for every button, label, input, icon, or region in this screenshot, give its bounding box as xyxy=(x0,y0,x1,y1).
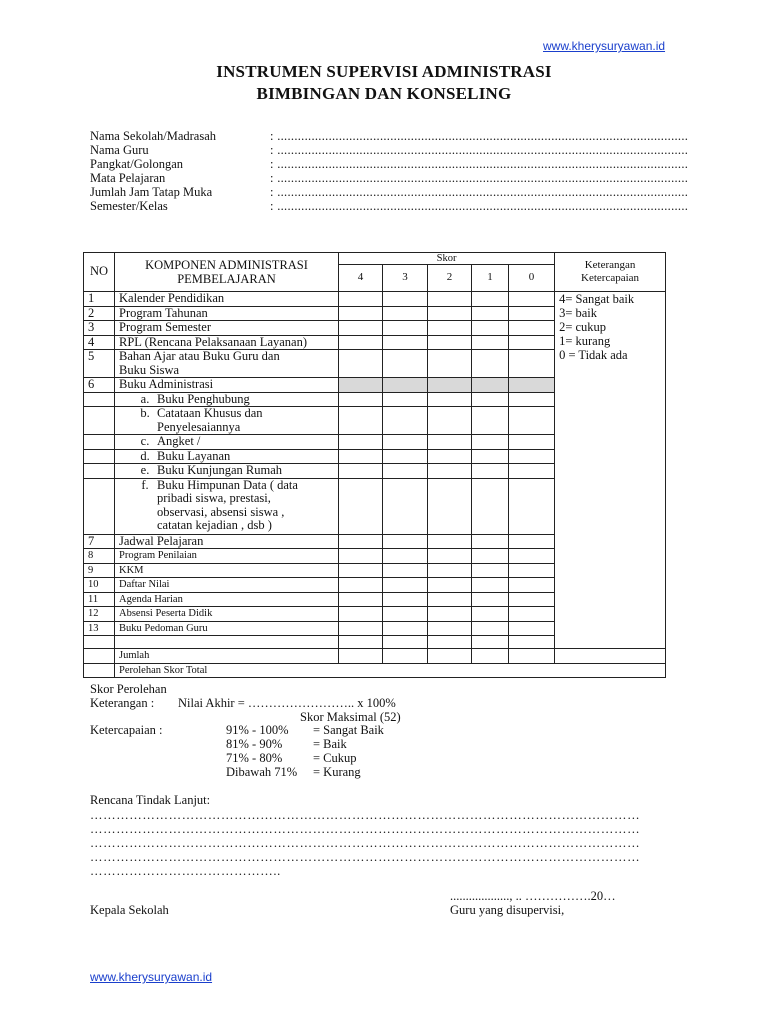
score-col-4: 4 xyxy=(339,265,383,292)
score-cell-shaded xyxy=(509,378,555,393)
score-cell[interactable] xyxy=(383,407,428,435)
row-number xyxy=(84,636,115,649)
score-cell[interactable] xyxy=(339,478,383,534)
score-cell[interactable] xyxy=(339,435,383,450)
row-component: Buku Administrasi xyxy=(115,378,339,393)
row-number xyxy=(84,392,115,407)
row-number: 6 xyxy=(84,378,115,393)
score-cell[interactable] xyxy=(428,578,472,593)
table-row-jumlah xyxy=(84,649,666,664)
legend-item: 1= kurang xyxy=(559,334,611,348)
score-cell[interactable] xyxy=(472,621,509,636)
header-keterangan-line1: Keterangan xyxy=(584,259,636,271)
field-jumlah-jam xyxy=(90,185,690,199)
kepala-sekolah-label: Kepala Sekolah xyxy=(90,903,169,917)
row-number: 12 xyxy=(84,607,115,622)
score-cell[interactable] xyxy=(339,578,383,593)
date-line: ..................., .. …………….20… xyxy=(450,889,616,903)
score-cell[interactable] xyxy=(383,592,428,607)
row-number: 7 xyxy=(84,534,115,549)
score-cell[interactable] xyxy=(472,292,509,307)
range-result: = Cukup xyxy=(313,751,357,765)
score-cell[interactable] xyxy=(339,292,383,307)
score-cell[interactable] xyxy=(472,636,509,649)
score-cell[interactable] xyxy=(509,292,555,307)
rtl-line[interactable]: ……………………………………………………………………………………………………………… xyxy=(90,850,641,864)
row-component xyxy=(115,350,339,378)
page-title-line-1: INSTRUMEN SUPERVISI ADMINISTRASI xyxy=(216,62,552,81)
field-pangkat xyxy=(90,157,690,171)
field-value: : ........................................................................................................................ xyxy=(270,129,689,143)
score-cell[interactable] xyxy=(428,636,472,649)
row-number: 5 xyxy=(84,350,115,378)
score-cell[interactable] xyxy=(509,335,555,350)
sub-letter: d. xyxy=(140,448,150,463)
score-cell[interactable] xyxy=(428,607,472,622)
score-cell[interactable] xyxy=(428,335,472,350)
row-component xyxy=(115,636,339,649)
rtl-line[interactable]: ……………………………………………………………………………………………………………… xyxy=(90,808,641,822)
table-row xyxy=(84,292,666,307)
supervision-table xyxy=(83,252,666,678)
score-cell[interactable] xyxy=(509,306,555,321)
sub-text: Buku Penghubung xyxy=(157,391,250,406)
score-cell[interactable] xyxy=(383,636,428,649)
score-cell[interactable] xyxy=(509,534,555,549)
score-cell[interactable] xyxy=(428,464,472,479)
range-result: = Baik xyxy=(313,737,347,751)
score-cell[interactable] xyxy=(339,636,383,649)
row-component: KKM xyxy=(115,563,339,578)
sub-text: Buku Himpunan Data ( data xyxy=(157,477,298,492)
row-component: Buku Pedoman Guru xyxy=(115,621,339,636)
score-cell[interactable] xyxy=(472,335,509,350)
score-cell[interactable] xyxy=(509,649,555,664)
score-cell[interactable] xyxy=(428,592,472,607)
header-keterangan xyxy=(555,253,666,292)
row-number: 2 xyxy=(84,306,115,321)
score-col-0: 0 xyxy=(509,265,555,292)
score-cell[interactable] xyxy=(472,478,509,534)
field-value: : ........................................................................................................................ xyxy=(270,157,689,171)
score-cell[interactable] xyxy=(428,621,472,636)
score-cell[interactable] xyxy=(383,449,428,464)
score-cell[interactable] xyxy=(383,464,428,479)
jumlah-label: Jumlah xyxy=(115,649,339,664)
row-number: 1 xyxy=(84,292,115,307)
header-skor: Skor xyxy=(339,253,555,265)
skor-perolehan-label: Skor Perolehan xyxy=(90,682,167,696)
row-component xyxy=(115,449,339,464)
field-label: Nama Sekolah/Madrasah xyxy=(90,129,217,143)
row-component-line: Bahan Ajar atau Buku Guru dan xyxy=(119,349,280,363)
score-cell[interactable] xyxy=(339,563,383,578)
score-cell[interactable] xyxy=(383,335,428,350)
score-cell[interactable] xyxy=(472,435,509,450)
legend-item: 0 = Tidak ada xyxy=(559,348,628,362)
score-cell[interactable] xyxy=(509,392,555,407)
header-component xyxy=(115,253,339,292)
score-cell[interactable] xyxy=(339,407,383,435)
score-cell[interactable] xyxy=(383,306,428,321)
range-value: Dibawah 71% xyxy=(226,765,298,779)
score-cell[interactable] xyxy=(509,578,555,593)
sub-letter: e. xyxy=(140,463,150,477)
rtl-line[interactable]: ……………………………………………………………………………………………………………… xyxy=(90,822,641,836)
score-cell[interactable] xyxy=(383,549,428,564)
skor-maksimal: Skor Maksimal (52) xyxy=(300,710,401,724)
score-cell[interactable] xyxy=(509,449,555,464)
header-component-line1: KOMPONEN ADMINISTRASI xyxy=(145,258,308,272)
sub-letter: f. xyxy=(141,477,149,492)
score-cell[interactable] xyxy=(509,636,555,649)
row-number: 10 xyxy=(84,578,115,593)
score-cell[interactable] xyxy=(383,321,428,336)
range-result: = Sangat Baik xyxy=(313,723,384,737)
row-component xyxy=(115,478,339,534)
field-label: Nama Guru xyxy=(90,143,149,157)
sub-text: Penyelesaiannya xyxy=(157,419,241,434)
row-component: Kalender Pendidikan xyxy=(115,292,339,307)
rtl-line[interactable]: ……………………………………………………………………………………………………………… xyxy=(90,836,641,850)
score-cell[interactable] xyxy=(509,592,555,607)
score-col-1: 1 xyxy=(472,265,509,292)
footer-url-link[interactable]: www.kherysuryawan.id xyxy=(90,970,213,984)
score-cell[interactable] xyxy=(428,534,472,549)
row-component: Agenda Harian xyxy=(115,592,339,607)
score-cell[interactable] xyxy=(339,549,383,564)
row-component: Daftar Nilai xyxy=(115,578,339,593)
row-number: 4 xyxy=(84,335,115,350)
score-cell[interactable] xyxy=(383,292,428,307)
row-number: 9 xyxy=(84,563,115,578)
header-no: NO xyxy=(84,253,115,292)
row-number: 11 xyxy=(84,592,115,607)
score-cell[interactable] xyxy=(383,649,428,664)
sub-text: pribadi siswa, prestasi, xyxy=(157,491,271,505)
score-cell[interactable] xyxy=(428,649,472,664)
score-cell[interactable] xyxy=(339,306,383,321)
sub-text: observasi, absensi siswa , xyxy=(157,504,285,519)
score-cell-shaded xyxy=(428,378,472,393)
score-cell[interactable] xyxy=(472,449,509,464)
row-component: Program Tahunan xyxy=(115,306,339,321)
score-cell[interactable] xyxy=(509,478,555,534)
score-cell[interactable] xyxy=(339,449,383,464)
score-cell[interactable] xyxy=(428,292,472,307)
score-cell[interactable] xyxy=(339,534,383,549)
row-number xyxy=(84,649,115,664)
score-col-3: 3 xyxy=(383,265,428,292)
score-cell[interactable] xyxy=(428,350,472,378)
score-cell[interactable] xyxy=(472,407,509,435)
score-cell[interactable] xyxy=(509,549,555,564)
score-cell[interactable] xyxy=(383,578,428,593)
row-number: 8 xyxy=(84,549,115,564)
row-number: 13 xyxy=(84,621,115,636)
range-value: 81% - 90% xyxy=(226,737,283,751)
legend-item: 3= baik xyxy=(559,306,598,320)
score-cell[interactable] xyxy=(428,549,472,564)
field-nama-guru xyxy=(90,143,690,157)
sub-text: Buku Kunjungan Rumah xyxy=(157,463,282,477)
row-number xyxy=(84,464,115,479)
sub-text: Catataan Khusus dan xyxy=(157,406,263,420)
guru-label: Guru yang disupervisi, xyxy=(450,903,565,917)
ketercapaian-label: Ketercapaian : xyxy=(90,723,163,737)
row-component: Absensi Peserta Didik xyxy=(115,607,339,622)
nilai-akhir-formula: Nilai Akhir = …………………….. x 100% xyxy=(178,696,396,710)
field-semester-kelas xyxy=(90,199,690,213)
header-component-line2: PEMBELAJARAN xyxy=(177,272,276,286)
row-number xyxy=(84,449,115,464)
score-cell[interactable] xyxy=(472,534,509,549)
row-component: Program Penilaian xyxy=(115,549,339,564)
score-col-2: 2 xyxy=(428,265,472,292)
row-component xyxy=(115,392,339,407)
score-cell[interactable] xyxy=(472,350,509,378)
range-result: = Kurang xyxy=(313,765,361,779)
row-component xyxy=(115,464,339,479)
sub-text: Angket / xyxy=(157,434,201,448)
row-number xyxy=(84,478,115,534)
score-cell[interactable] xyxy=(339,350,383,378)
score-cell[interactable] xyxy=(428,478,472,534)
field-value: : ........................................................................................................................ xyxy=(270,171,689,185)
keterangan-cell[interactable] xyxy=(555,649,666,664)
score-cell[interactable] xyxy=(472,321,509,336)
row-number xyxy=(84,435,115,450)
legend-item: 4= Sangat baik xyxy=(559,292,635,306)
sub-letter: a. xyxy=(140,391,150,406)
score-cell[interactable] xyxy=(383,607,428,622)
field-label: Semester/Kelas xyxy=(90,199,168,213)
field-value: : ........................................................................................................................ xyxy=(270,185,689,199)
score-cell[interactable] xyxy=(428,449,472,464)
score-cell[interactable] xyxy=(509,350,555,378)
score-cell[interactable] xyxy=(339,649,383,664)
score-cell[interactable] xyxy=(472,592,509,607)
score-cell[interactable] xyxy=(472,306,509,321)
table-row-perolehan xyxy=(84,663,666,678)
row-number xyxy=(84,663,115,678)
score-cell-shaded xyxy=(472,378,509,393)
score-cell[interactable] xyxy=(383,435,428,450)
score-cell[interactable] xyxy=(339,392,383,407)
row-component: RPL (Rencana Pelaksanaan Layanan) xyxy=(115,335,339,350)
row-number xyxy=(84,407,115,435)
sub-text: catatan kejadian , dsb ) xyxy=(157,518,272,532)
score-cell[interactable] xyxy=(428,306,472,321)
field-label: Pangkat/Golongan xyxy=(90,157,184,171)
score-cell[interactable] xyxy=(383,392,428,407)
sub-text: Buku Layanan xyxy=(157,448,231,463)
row-component-line: Buku Siswa xyxy=(119,362,180,377)
score-cell[interactable] xyxy=(428,392,472,407)
score-cell[interactable] xyxy=(472,649,509,664)
legend-item: 2= cukup xyxy=(559,320,607,334)
rtl-label: Rencana Tindak Lanjut: xyxy=(90,793,211,807)
score-cell[interactable] xyxy=(509,621,555,636)
score-cell[interactable] xyxy=(472,392,509,407)
perolehan-label: Perolehan Skor Total xyxy=(115,663,666,678)
score-cell[interactable] xyxy=(428,563,472,578)
header-keterangan-line2: Ketercapaian xyxy=(581,272,640,284)
header-url-link[interactable]: www.kherysuryawan.id xyxy=(543,39,666,53)
score-cell[interactable] xyxy=(383,478,428,534)
field-value: : ........................................................................................................................ xyxy=(270,199,689,213)
score-cell[interactable] xyxy=(472,549,509,564)
score-cell[interactable] xyxy=(383,621,428,636)
score-cell[interactable] xyxy=(339,335,383,350)
score-cell[interactable] xyxy=(339,464,383,479)
sub-letter: b. xyxy=(140,406,150,420)
row-component: Program Semester xyxy=(115,321,339,336)
score-cell[interactable] xyxy=(428,321,472,336)
field-label: Mata Pelajaran xyxy=(90,171,166,185)
legend-cell xyxy=(555,292,666,649)
score-cell[interactable] xyxy=(509,563,555,578)
score-cell[interactable] xyxy=(472,578,509,593)
field-label: Jumlah Jam Tatap Muka xyxy=(90,185,213,199)
score-cell[interactable] xyxy=(339,621,383,636)
score-cell[interactable] xyxy=(509,435,555,450)
score-cell[interactable] xyxy=(472,464,509,479)
row-number: 3 xyxy=(84,321,115,336)
field-mata-pelajaran xyxy=(90,171,690,185)
range-value: 71% - 80% xyxy=(226,751,283,765)
range-value: 91% - 100% xyxy=(226,723,289,737)
score-cell[interactable] xyxy=(509,464,555,479)
score-cell[interactable] xyxy=(472,563,509,578)
row-component xyxy=(115,435,339,450)
field-nama-sekolah xyxy=(90,129,690,143)
score-cell-shaded xyxy=(383,378,428,393)
score-cell[interactable] xyxy=(472,607,509,622)
score-cell-shaded xyxy=(339,378,383,393)
keterangan-label: Keterangan : xyxy=(90,696,155,710)
score-cell[interactable] xyxy=(383,563,428,578)
row-component: Jadwal Pelajaran xyxy=(115,534,339,549)
score-cell[interactable] xyxy=(428,435,472,450)
score-cell[interactable] xyxy=(383,350,428,378)
score-cell[interactable] xyxy=(509,321,555,336)
score-cell[interactable] xyxy=(339,321,383,336)
row-component xyxy=(115,407,339,435)
score-cell[interactable] xyxy=(339,607,383,622)
score-cell[interactable] xyxy=(383,534,428,549)
sub-letter: c. xyxy=(140,434,150,448)
score-cell[interactable] xyxy=(509,407,555,435)
score-cell[interactable] xyxy=(509,607,555,622)
rtl-line[interactable]: …………………………………….. xyxy=(90,864,281,878)
page-title-line-2: BIMBINGAN DAN KONSELING xyxy=(256,84,512,103)
score-cell[interactable] xyxy=(339,592,383,607)
field-value: : ........................................................................................................................ xyxy=(270,143,689,157)
score-cell[interactable] xyxy=(428,407,472,435)
